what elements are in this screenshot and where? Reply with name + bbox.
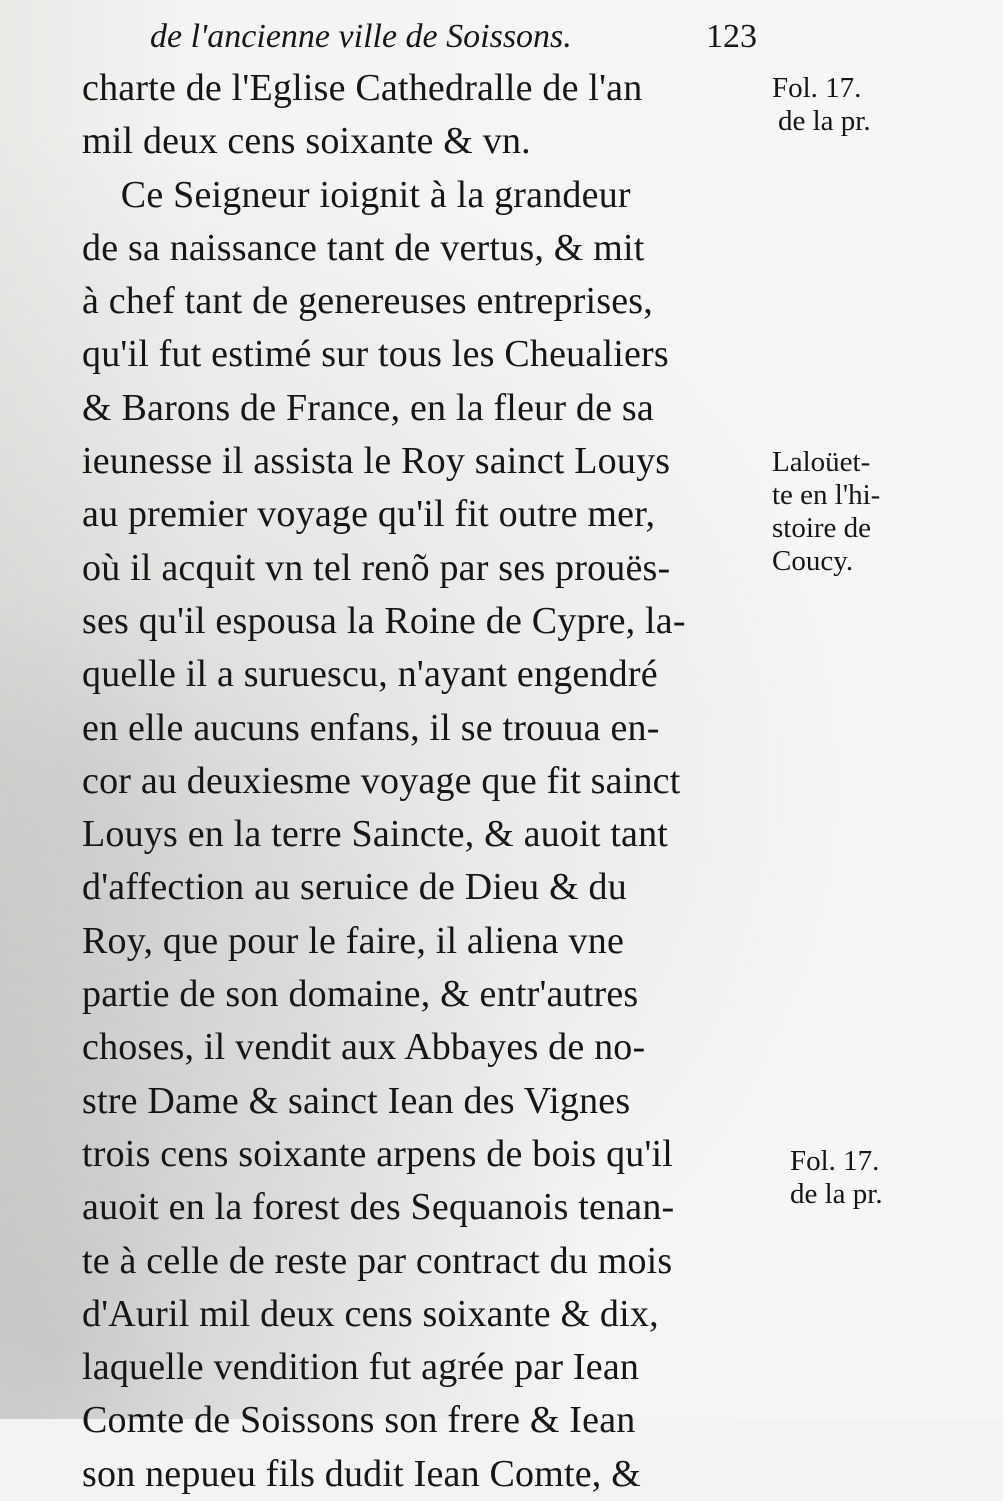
text-line: ieunesse il assista le Roy sainct Louys bbox=[82, 440, 671, 483]
margin-note-line: Fol. 17. bbox=[772, 72, 862, 104]
page-number: 123 bbox=[706, 18, 757, 55]
text-line: te à celle de reste par contract du mois bbox=[82, 1239, 673, 1282]
margin-note-line: Coucy. bbox=[772, 545, 854, 577]
text-line: quelle il a suruescu, n'ayant engendré bbox=[82, 653, 658, 696]
text-line: Louys en la terre Saincte, & auoit tant bbox=[82, 813, 669, 856]
text-line: auoit en la forest des Sequanois tenan- bbox=[82, 1186, 675, 1229]
text-line: son nepueu fils dudit Iean Comte, & bbox=[82, 1452, 641, 1495]
text-line: laquelle vendition fut agrée par Iean bbox=[82, 1346, 640, 1389]
margin-note-line: de la pr. bbox=[790, 1178, 883, 1210]
text-line: ses qu'il espousa la Roine de Cypre, la- bbox=[82, 599, 686, 642]
text-line: au premier voyage qu'il fit outre mer, bbox=[82, 493, 656, 536]
text-line: charte de l'Eglise Cathedralle de l'an bbox=[82, 67, 643, 109]
text-line: choses, il vendit aux Abbayes de no- bbox=[82, 1026, 646, 1069]
text-line: cor au deuxiesme voyage que fit sainct bbox=[82, 759, 681, 802]
text-line: & Barons de France, en la fleur de sa bbox=[82, 386, 654, 429]
margin-note-folio-bottom bbox=[772, 1145, 1000, 1211]
running-head bbox=[150, 12, 770, 62]
text-line: trois cens soixante arpens de bois qu'il bbox=[82, 1132, 674, 1175]
text-line: de sa naissance tant de vertus, & mit bbox=[82, 226, 645, 269]
text-line: Ce Seigneur ioignit à la grandeur bbox=[82, 173, 631, 216]
text-line: partie de son domaine, & entr'autres bbox=[82, 973, 639, 1016]
text-line: où il acquit vn tel renõ par ses prouës- bbox=[82, 546, 671, 589]
text-line: qu'il fut estimé sur tous les Cheualiers bbox=[82, 333, 669, 376]
running-head-title: de l'ancienne ville de Soissons. bbox=[150, 18, 572, 55]
text-line: Comte de Soissons son frere & Iean bbox=[82, 1399, 636, 1442]
margin-note-folio-top bbox=[772, 72, 1000, 138]
body-text bbox=[82, 62, 782, 1501]
margin-note-line: Laloüet- bbox=[772, 446, 871, 478]
text-line: stre Dame & sainct Iean des Vignes bbox=[82, 1079, 631, 1122]
margin-note-line: de la pr. bbox=[778, 105, 871, 137]
margin-note-laloue bbox=[772, 446, 1000, 578]
margin-note-line: te en l'hi- bbox=[772, 479, 881, 511]
text-line: à chef tant de genereuses entreprises, bbox=[82, 280, 653, 323]
text-line: d'affection au seruice de Dieu & du bbox=[82, 866, 627, 909]
text-line: Roy, que pour le faire, il aliena vne bbox=[82, 919, 625, 962]
text-line: en elle aucuns enfans, il se trouua en- bbox=[82, 706, 660, 749]
margin-note-line: stoire de bbox=[772, 512, 872, 544]
text-line: d'Auril mil deux cens soixante & dix, bbox=[82, 1292, 659, 1335]
margin-note-line: Fol. 17. bbox=[790, 1145, 880, 1177]
text-line: mil deux cens soixante & vn. bbox=[82, 120, 531, 163]
